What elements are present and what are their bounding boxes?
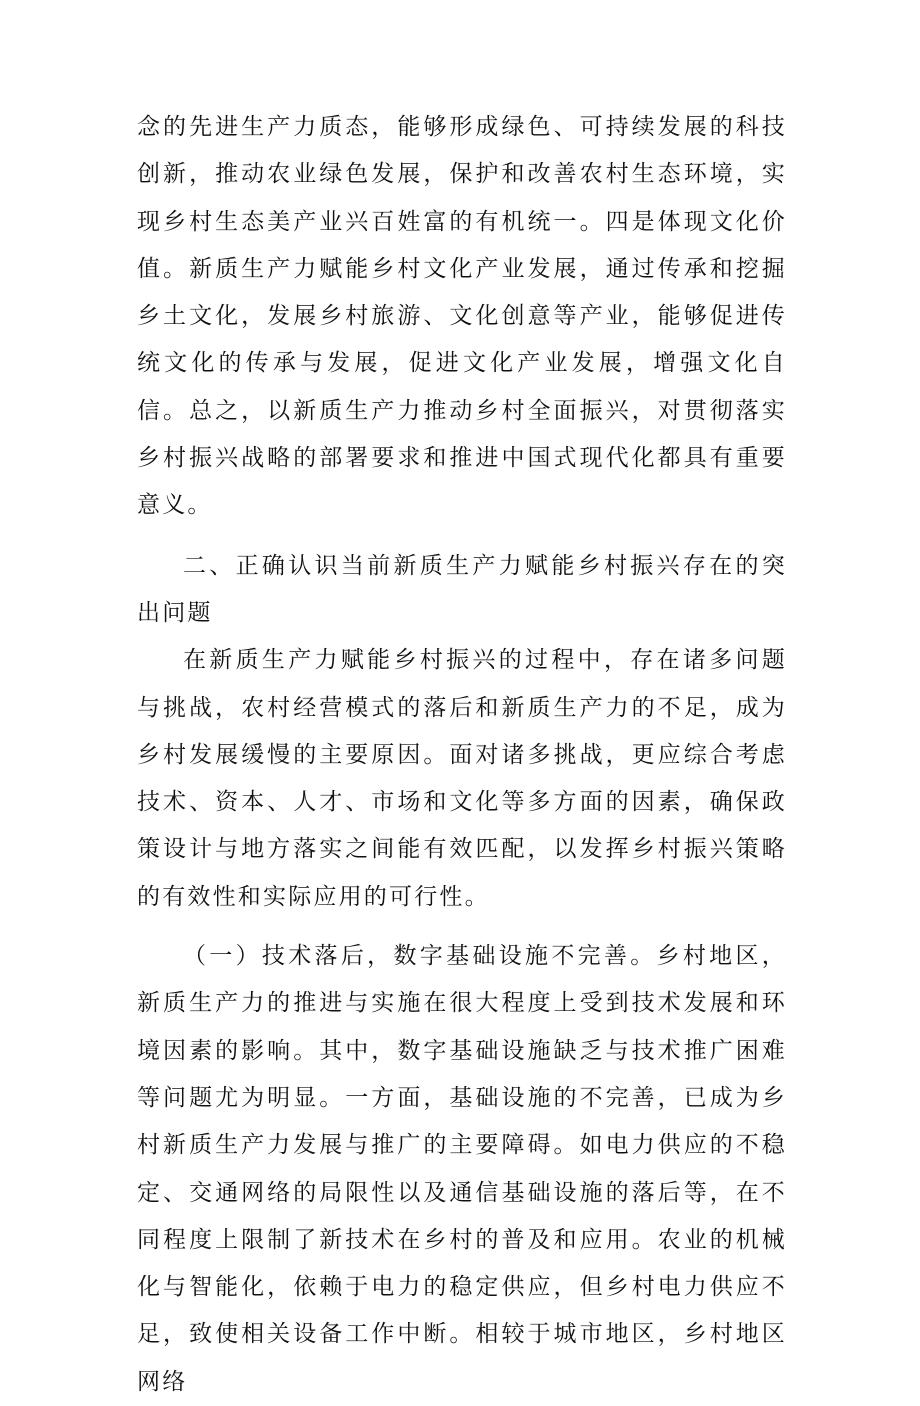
paragraph-continuation: 念的先进生产力质态，能够形成绿色、可持续发展的科技创新，推动农业绿色发展，保护和改善农村生态环境，实现乡村生态美产业兴百姓富的有机统一。四是体现文化价值。新质生产力赋能乡村文化产业发展，通过传承和挖掘乡土文化，发展乡村旅游、文化创意等产业，能够促进传统文化的传承与发展，促进文化产业发展，增强文化自信。总之，以新质生产力推动乡村全面振兴，对贯彻落实乡村振兴战略的部署要求和推进中国式现代化都具有重要意义。 bbox=[137, 114, 787, 519]
paragraph-intro: 在新质生产力赋能乡村振兴的过程中，存在诸多问题与挑战，农村经营模式的落后和新质生产力的不足，成为乡村发展缓慢的主要原因。面对诸多挑战，更应综合考虑技术、资本、人才、市场和文化等多方面的因素，确保政策设计与地方落实之间能有效匹配，以发挥乡村振兴策略的有效性和实际应用的可行性。 bbox=[137, 647, 787, 910]
paragraph-subsection-one: （一）技术落后，数字基础设施不完善。乡村地区，新质生产力的推进与实施在很大程度上受到技术发展和环境因素的影响。其中，数字基础设施缺乏与技术推广困难等问题尤为明显。一方面，基础设施的不完善，已成为乡村新质生产力发展与推广的主要障碍。如电力供应的不稳定、交通网络的局限性以及通信基础设施的落后等，在不同程度上限制了新技术在乡村的普及和应用。农业的机械化与智能化，依赖于电力的稳定供应，但乡村电力供应不足，致使相关设备工作中断。相较于城市地区，乡村地区网络 bbox=[137, 943, 787, 1395]
document-body bbox=[137, 104, 787, 1406]
section-heading: 二、正确认识当前新质生产力赋能乡村振兴存在的突出问题 bbox=[137, 552, 787, 626]
